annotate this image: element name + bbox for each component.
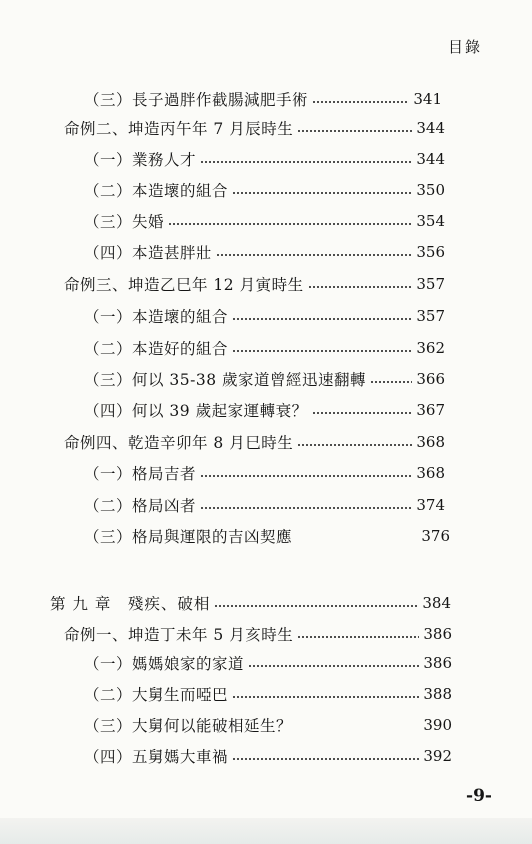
toc-entry bbox=[64, 115, 445, 141]
toc-entry-page: 367 bbox=[416, 401, 445, 419]
toc-entry bbox=[84, 492, 445, 518]
dot-leader bbox=[308, 286, 413, 288]
toc-entry-title: （一）媽媽娘家的家道 bbox=[84, 655, 245, 673]
toc-entry-title: （四）何以 39 歲起家運轉衰？ bbox=[84, 402, 308, 420]
toc-entry bbox=[64, 621, 452, 647]
toc-entry bbox=[84, 366, 445, 392]
toc-entry-title: （四）本造甚胖壯 bbox=[84, 244, 213, 262]
toc-entry bbox=[84, 146, 445, 172]
toc-entry-title: 命例四、乾造辛卯年 8 月巳時生 bbox=[64, 434, 294, 452]
toc-entry-title: （一）本造壞的組合 bbox=[84, 308, 229, 326]
toc-entry-title: （三）格局與運限的吉凶契應 bbox=[84, 528, 293, 546]
dot-leader bbox=[200, 161, 412, 163]
toc-entry-page: 344 bbox=[416, 150, 445, 168]
toc-entry-title: （三）長子過胖作截腸減肥手術 bbox=[84, 91, 309, 109]
dot-leader bbox=[200, 507, 412, 509]
dot-leader bbox=[232, 758, 419, 760]
dot-leader bbox=[312, 101, 409, 103]
toc-entry-page: 374 bbox=[416, 496, 445, 514]
toc-entry-page: 344 bbox=[416, 119, 445, 137]
toc-entry-page: 341 bbox=[413, 90, 442, 108]
toc-entry-title: （三）大舅何以能破相延生？ bbox=[84, 717, 293, 735]
toc-entry-page: 366 bbox=[416, 370, 445, 388]
toc-entry bbox=[84, 743, 452, 769]
running-header: 目錄 bbox=[447, 38, 482, 56]
toc-entry-title: （二）本造壞的組合 bbox=[84, 182, 229, 200]
toc-entry bbox=[84, 650, 452, 676]
toc-entry-title: 第 九 章 殘疾、破相 bbox=[50, 595, 211, 613]
dot-leader bbox=[232, 696, 419, 698]
dot-leader bbox=[297, 636, 419, 638]
toc-entry bbox=[84, 523, 450, 549]
toc-entry-page: 392 bbox=[423, 747, 452, 765]
toc-entry bbox=[84, 303, 445, 329]
dot-leader bbox=[248, 665, 419, 667]
toc-entry-page: 390 bbox=[423, 716, 452, 734]
toc-entry-title: （三）失婚 bbox=[84, 213, 165, 231]
toc-entry-title: （一）業務人才 bbox=[84, 151, 197, 169]
dot-leader bbox=[232, 192, 412, 194]
toc-entry-title: （二）大舅生而啞巴 bbox=[84, 686, 229, 704]
toc-entry-page: 362 bbox=[416, 339, 445, 357]
toc-entry bbox=[64, 271, 445, 297]
toc-entry-title: （四）五舅媽大車禍 bbox=[84, 748, 229, 766]
toc-entry-title: （一）格局吉者 bbox=[84, 465, 197, 483]
dot-leader bbox=[232, 350, 412, 352]
toc-entry-page: 376 bbox=[421, 527, 450, 545]
dot-leader bbox=[214, 605, 418, 607]
dot-leader bbox=[312, 412, 413, 414]
toc-entry bbox=[84, 177, 445, 203]
toc-entry-title: 命例三、坤造乙巳年 12 月寅時生 bbox=[64, 276, 304, 294]
dot-leader bbox=[168, 223, 412, 225]
dot-leader bbox=[297, 130, 412, 132]
dot-leader bbox=[216, 254, 412, 256]
toc-entry bbox=[84, 208, 445, 234]
toc-entry bbox=[84, 335, 445, 361]
toc-entry-page: 384 bbox=[422, 594, 451, 612]
dot-leader bbox=[232, 318, 412, 320]
dot-leader bbox=[200, 475, 412, 477]
toc-entry-title: （二）本造好的組合 bbox=[84, 340, 229, 358]
toc-entry-page: 368 bbox=[416, 464, 445, 482]
toc-entry-title: 命例一、坤造丁未年 5 月亥時生 bbox=[64, 626, 294, 644]
toc-chapter-entry bbox=[50, 590, 451, 616]
toc-entry-title: 命例二、坤造丙午年 7 月辰時生 bbox=[64, 120, 294, 138]
toc-entry bbox=[84, 460, 445, 486]
dot-leader bbox=[370, 381, 412, 383]
page-number: -9- bbox=[466, 786, 492, 806]
toc-entry bbox=[84, 712, 452, 738]
toc-entry-page: 357 bbox=[416, 275, 445, 293]
toc-entry-page: 354 bbox=[416, 212, 445, 230]
toc-entry bbox=[84, 239, 445, 265]
toc-entry-page: 368 bbox=[416, 433, 445, 451]
toc-entry bbox=[84, 397, 445, 423]
toc-entry bbox=[84, 86, 442, 112]
toc-entry-page: 356 bbox=[416, 243, 445, 261]
toc-entry bbox=[64, 429, 445, 455]
toc-entry-title: （二）格局凶者 bbox=[84, 497, 197, 515]
toc-entry-page: 350 bbox=[416, 181, 445, 199]
toc-entry-title: （三）何以 35-38 歲家道曾經迅速翻轉 bbox=[84, 371, 367, 389]
toc-entry bbox=[84, 681, 452, 707]
toc-entry-page: 388 bbox=[423, 685, 452, 703]
toc-entry-page: 386 bbox=[423, 654, 452, 672]
toc-entry-page: 357 bbox=[416, 307, 445, 325]
toc-entry-page: 386 bbox=[423, 625, 452, 643]
dot-leader bbox=[297, 444, 412, 446]
